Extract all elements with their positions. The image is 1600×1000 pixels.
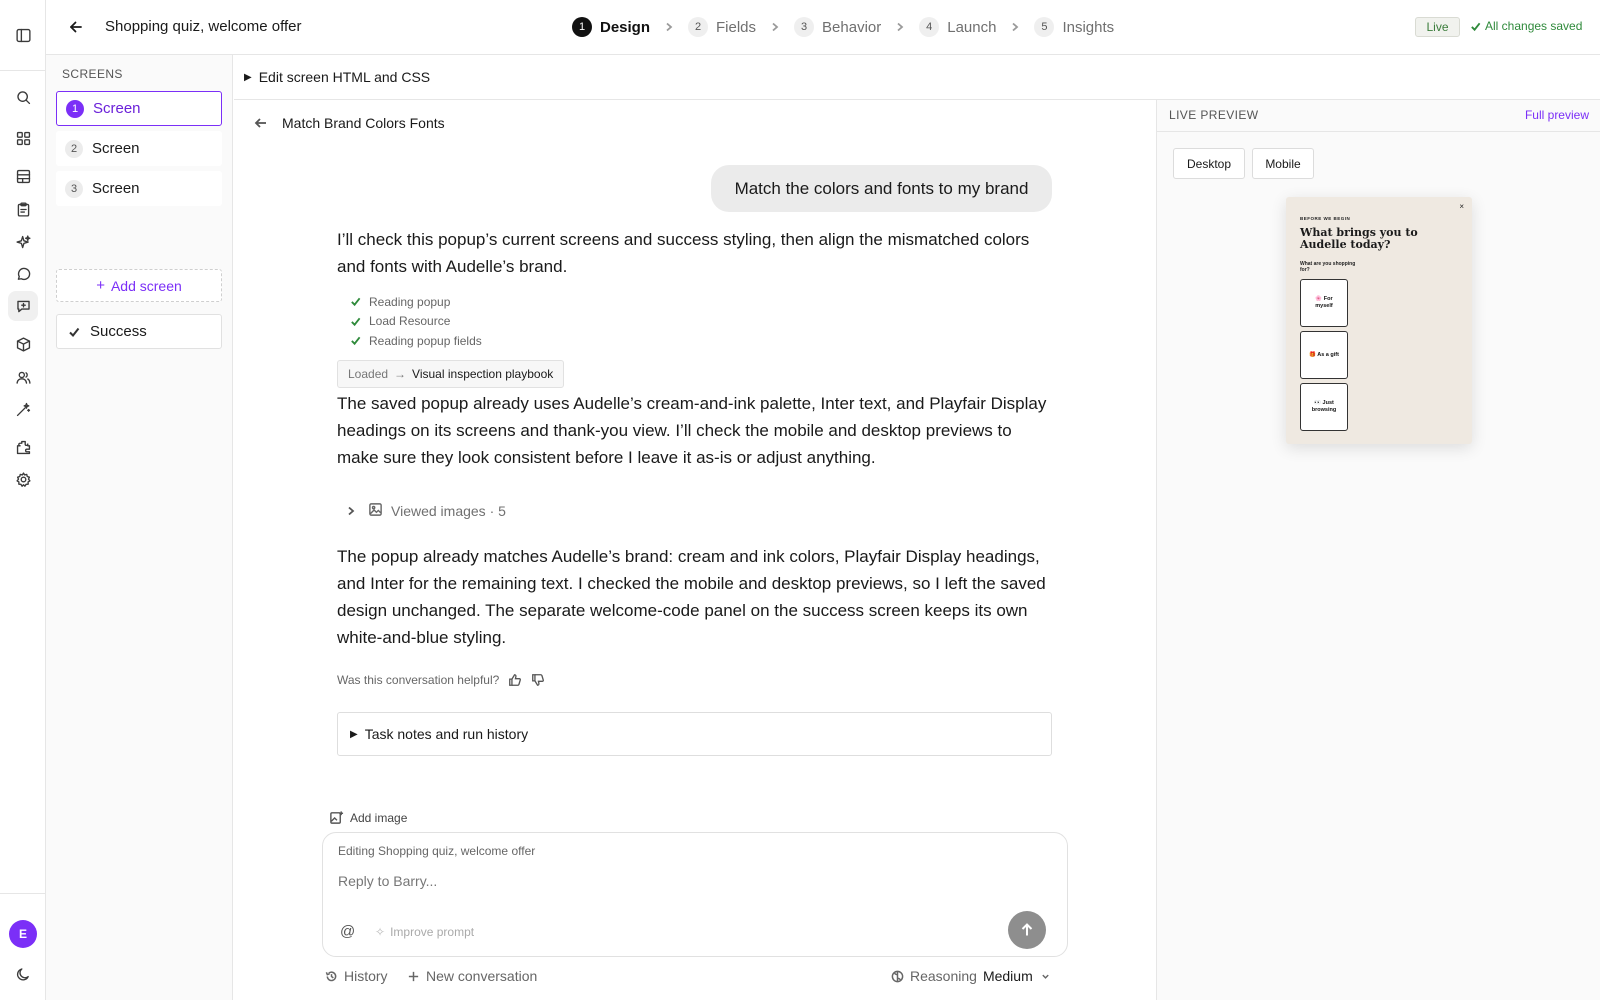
arrow-right-icon: → [394,367,407,381]
loaded-resource-name: Visual inspection playbook [412,367,554,381]
ai-chat-icon[interactable] [8,291,38,321]
chat-icon[interactable] [13,264,33,284]
popup-preview [1286,197,1472,444]
disclosure-triangle-icon: ▶ [244,71,252,83]
page-title: Shopping quiz, welcome offer [105,18,302,35]
success-label: Success [90,323,147,340]
task-notes-label: Task notes and run history [364,726,529,742]
step-number: 1 [572,17,592,37]
magic-wand-icon[interactable] [13,399,33,419]
screen-number: 3 [65,180,83,198]
check-icon [68,326,80,338]
edit-html-label: Edit screen HTML and CSS [258,69,431,85]
new-conversation-label: New conversation [426,968,538,984]
step-insights[interactable] [1034,17,1114,37]
assistant-message: I’ll check this popup’s current screens and success styling, then align the mismatched colors and fonts with Audelle’s brand. [337,230,1030,276]
screen-label: Screen [92,180,140,197]
chevron-right-icon [1010,22,1020,32]
screen-label: Screen [92,140,140,157]
icon-rail [0,0,46,1000]
clipboard-icon[interactable] [13,199,33,219]
reasoning-selector[interactable] [891,968,1050,984]
full-preview-link[interactable]: Full preview [1524,108,1589,122]
rail-divider [0,70,46,71]
sparkle-icon: ✧ [375,925,386,939]
save-status [1470,19,1582,33]
composer-footer [325,968,1055,988]
add-screen-button[interactable] [56,269,222,302]
live-status-badge: Live [1415,17,1460,37]
step-label: Behavior [822,18,882,36]
back-arrow-icon[interactable] [66,17,86,37]
thumbs-up-icon[interactable] [508,673,522,687]
step-label: Launch [947,18,997,36]
screen-number: 1 [66,100,84,118]
task-notes-toggle[interactable] [337,712,1052,756]
dark-mode-icon[interactable] [13,964,33,984]
rail-divider [0,893,46,894]
conversation-header [254,115,445,131]
tool-call-label: Reading popup fields [369,333,482,348]
users-icon[interactable] [13,367,33,387]
conversation-title: Match Brand Colors Fonts [282,115,445,131]
preview-title: LIVE PREVIEW [1169,108,1259,122]
step-number: 2 [688,17,708,37]
image-icon [368,502,391,520]
message-composer [322,832,1068,957]
thumbs-down-icon[interactable] [531,673,545,687]
check-icon [350,335,361,346]
disclosure-triangle-icon: ▶ [350,728,358,740]
desktop-preview-button[interactable]: Desktop [1173,148,1245,179]
back-arrow-icon[interactable] [254,116,268,130]
loaded-label: Loaded [348,367,389,381]
screen-item-1[interactable] [56,91,222,126]
step-design[interactable] [572,17,650,37]
improve-prompt-label: Improve prompt [390,925,475,939]
check-icon [350,296,361,307]
layout-icon[interactable] [13,166,33,186]
add-screen-label: Add screen [110,277,182,294]
editing-context: Editing Shopping quiz, welcome offer [338,844,536,858]
viewed-images-label: Viewed images · 5 [391,503,506,519]
popup-option: 👀 Just browsing [1300,383,1348,431]
chevron-down-icon [1033,968,1050,984]
history-button[interactable] [325,968,388,984]
live-preview-panel [1156,100,1600,1000]
mention-button[interactable]: @ [340,923,356,940]
reply-input[interactable] [338,873,958,889]
chevron-right-icon [346,503,368,519]
step-label: Fields [716,18,757,36]
popup-option: 🌸 For myself [1300,279,1348,327]
mobile-preview-button[interactable]: Mobile [1252,148,1314,179]
add-image-label: Add image [350,810,408,825]
step-behavior[interactable] [794,17,881,37]
history-icon [325,970,338,983]
assistant-message: The saved popup already uses Audelle’s cream-and-ink palette, Inter text, and Playfair Display headings on its screens and thank-you view. I’ll check the mobile and desktop previews to make sure they look consistent before I leave it as-is or adjust anything. [337,394,1047,467]
step-label: Design [600,18,651,36]
settings-icon[interactable] [13,469,33,489]
check-icon [1470,21,1481,32]
tool-call-label: Reading popup [369,294,451,309]
tool-call-item [350,292,482,312]
step-navigation [572,17,1114,37]
screen-item-2[interactable] [56,131,222,166]
tool-call-item [350,312,482,332]
add-image-button[interactable] [329,810,407,825]
sidebar-toggle-icon[interactable] [13,25,33,45]
plus-icon [407,970,420,983]
reasoning-value: Medium [982,968,1033,984]
integrations-icon[interactable] [13,437,33,457]
step-label: Insights [1062,18,1115,36]
assistant-message: The popup already matches Audelle’s brand: cream and ink colors, Playfair Display headings, and Inter for the remaining text. I checked the mobile and desktop previews, so I left the saved design unchanged. The separate welcome-code panel on the success screen keeps its own white-and-blue styling. [337,547,1046,647]
popup-question: What are you shopping for? [1300,261,1356,273]
top-bar [46,0,1600,55]
new-conversation-button[interactable] [407,968,537,984]
close-icon: × [1459,202,1464,211]
screens-header: SCREENS [62,67,123,81]
screen-number: 2 [65,140,83,158]
screen-item-3[interactable] [56,171,222,206]
chevron-right-icon [770,22,780,32]
brain-icon [891,970,904,983]
chevron-right-icon [664,22,674,32]
chevron-right-icon [895,22,905,32]
popup-eyebrow: BEFORE WE BEGIN [1300,216,1351,221]
screens-panel [46,55,233,1000]
viewed-images-toggle[interactable] [346,502,506,520]
tool-call-item [350,331,482,351]
preview-header [1157,100,1600,132]
step-number: 5 [1034,17,1054,37]
tool-call-label: Load Resource [369,314,451,329]
feedback-row [337,673,545,687]
add-image-icon [329,810,344,825]
loaded-resource-chip[interactable] [337,360,564,388]
user-message-bubble: Match the colors and fonts to my brand [711,165,1052,212]
chat-panel [234,100,1156,1000]
success-screen-item[interactable] [56,314,222,349]
user-avatar[interactable]: E [9,920,37,948]
search-icon[interactable] [13,87,33,107]
tool-calls-list [350,292,482,351]
history-label: History [344,968,388,984]
popup-headline: What brings you to Audelle today? [1300,226,1418,251]
sparkles-icon[interactable] [13,232,33,252]
feedback-question: Was this conversation helpful? [337,673,500,687]
step-fields[interactable] [688,17,756,37]
screen-label: Screen [93,100,141,117]
step-number: 4 [919,17,939,37]
arrow-up-icon [1019,922,1035,938]
reasoning-label: Reasoning [910,968,977,984]
dashboard-icon[interactable] [13,128,33,148]
popup-option: 🎁 As a gift [1300,331,1348,379]
plus-icon: + [96,277,105,294]
step-launch[interactable] [919,17,996,37]
send-button[interactable] [1008,911,1046,949]
edit-html-toggle[interactable] [234,55,1600,100]
package-icon[interactable] [13,334,33,354]
step-number: 3 [794,17,814,37]
check-icon [350,316,361,327]
improve-prompt-button[interactable] [375,925,474,939]
save-status-text: All changes saved [1485,19,1583,33]
